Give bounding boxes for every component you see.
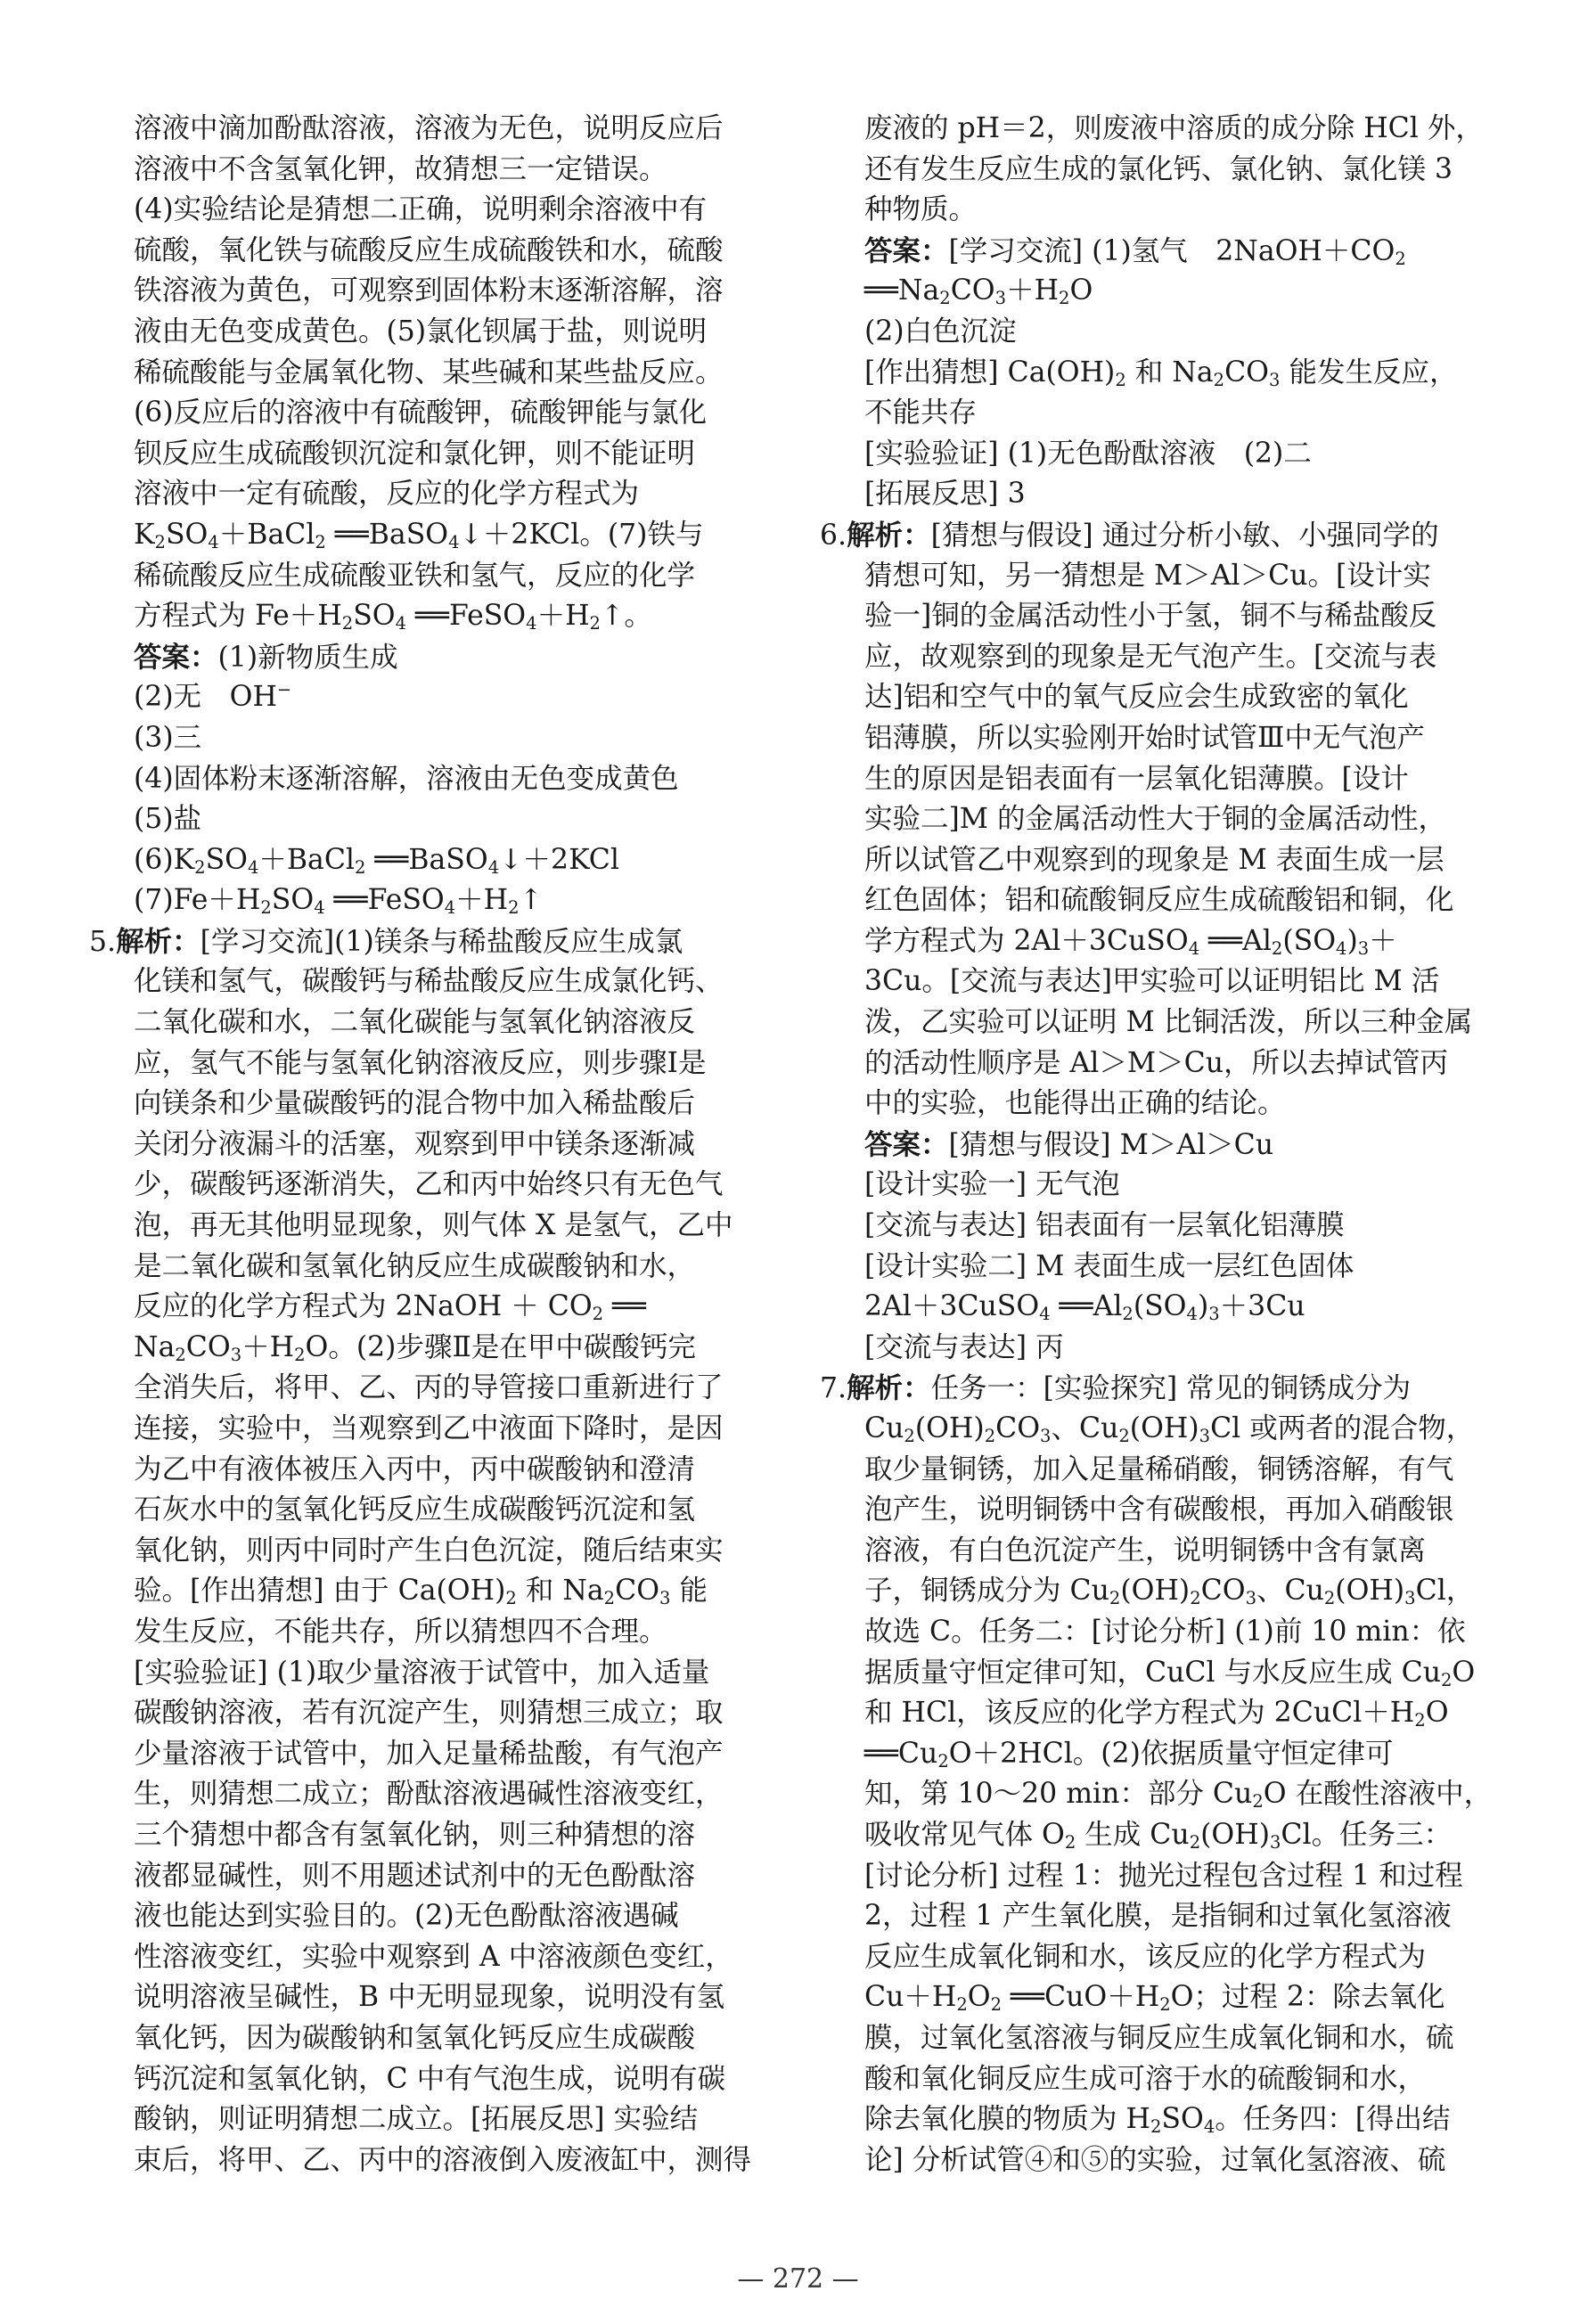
text-line: $Cu_2(OH)_2CO_3$、$Cu_2(OH)_3Cl$ 或两者的混合物， bbox=[864, 1412, 1475, 1446]
text-line: $(6)K_2SO_4+BaCl_2$ ══BaSO$_4$↓＋2KCl bbox=[134, 843, 619, 878]
text-line: [实验验证] (1)取少量溶液于试管中，加入适量 bbox=[134, 1656, 710, 1689]
text-line: [设计实验二] M 表面生成一层红色固体 bbox=[864, 1249, 1355, 1282]
left-column bbox=[89, 109, 802, 2181]
text-line: 液由无色变成黄色。(5)氯化钡属于盐，则说明 bbox=[134, 315, 708, 348]
text-line: [拓展反思] 3 bbox=[864, 478, 1026, 511]
text-line: 论] 分析试管④和⑤的实验，过氧化氢溶液、硫 bbox=[864, 2143, 1446, 2176]
text-line: 中的实验，也能得出正确的结论。 bbox=[864, 1087, 1286, 1120]
text-line: 验一]铜的金属活动性小于氢，铜不与稀盐酸反 bbox=[864, 600, 1437, 633]
text-line: 钙沉淀和氢氧化钠，C 中有气泡生成，说明有碳 bbox=[134, 2062, 726, 2095]
text-line: (4)固体粉末逐渐溶解，溶液由无色变成黄色 bbox=[134, 762, 679, 795]
text-line: [讨论分析] 过程 1：抛光过程包含过程 1 和过程 bbox=[864, 1859, 1463, 1892]
text-line: 稀硫酸反应生成硫酸亚铁和氢气，反应的化学 bbox=[134, 559, 696, 592]
text-line: 实验二]M 的金属活动性大于铜的金属活动性， bbox=[864, 803, 1447, 836]
text-line: 吸收常见气体 $O_2$ 生成 $Cu_2(OH)_3Cl$。任务三： bbox=[864, 1818, 1453, 1853]
text-line: 铁溶液为黄色，可观察到固体粉末逐渐溶解，溶 bbox=[134, 274, 724, 307]
text-line: 溶液中不含氢氧化钾，故猜想三一定错误。 bbox=[134, 152, 667, 185]
text-line: 学方程式为 2Al＋3CuSO$_4$ $══Al_2(SO_4)_3+$ bbox=[864, 924, 1397, 959]
text-line: 知，第 10～20 min：部分 $Cu_2O$ 在酸性溶液中， bbox=[864, 1778, 1493, 1813]
right-column bbox=[820, 109, 1497, 2181]
text-line: 除去氧化膜的物质为 $H_2SO_4$。任务四：[得出结 bbox=[864, 2103, 1451, 2137]
text-line: 生的原因是铝表面有一层氧化铝薄膜。[设计 bbox=[864, 762, 1409, 795]
text-line: 氧化钙，因为碳酸钠和氢氧化钙反应生成碳酸 bbox=[134, 2021, 696, 2054]
text-line: 二氧化碳和水，二氧化碳能与氢氧化钠溶液反 bbox=[134, 1006, 696, 1039]
text-line: 溶液中一定有硫酸，反应的化学方程式为 bbox=[134, 478, 640, 511]
text-line: 溶液，有白色沉淀产生，说明铜锈中含有氯离 bbox=[864, 1534, 1427, 1567]
text-line: 生，则猜想二成立；酚酞溶液遇碱性溶液变红， bbox=[134, 1778, 724, 1811]
text-line: 取少量铜锈，加入足量稀硝酸，铜锈溶解，有气 bbox=[864, 1452, 1454, 1485]
text-line: 关闭分液漏斗的活塞，观察到甲中镁条逐渐减 bbox=[134, 1127, 696, 1160]
text-line: 连接，实验中，当观察到乙中液面下降时，是因 bbox=[134, 1412, 724, 1444]
text-line: 化镁和氢气，碳酸钙与稀盐酸反应生成氯化钙、 bbox=[134, 965, 724, 998]
text-line: $(7)Fe+H_2SO_4$ $══FeSO_4+H_2↑$ bbox=[134, 884, 543, 919]
text-line: 液都显碱性，则不用题述试剂中的无色酚酞溶 bbox=[134, 1859, 696, 1892]
text-line: $══Na_2CO_3+H_2O$ bbox=[864, 274, 1093, 309]
text-line: 和 HCl，该反应的化学方程式为 $2CuCl+H_2O$ bbox=[864, 1697, 1449, 1731]
text-line: 不能共存 bbox=[864, 397, 978, 430]
text-line: $Cu+H_2O_2$ $══CuO+H_2O$；过程 2：除去氧化 bbox=[864, 1981, 1445, 2016]
text-line: 氧化钠，则丙中同时产生白色沉淀，随后结束实 bbox=[134, 1534, 724, 1567]
text-line: 液也能达到实验目的。(2)无色酚酞溶液遇碱 bbox=[134, 1900, 679, 1933]
text-line: (2)无 OH− bbox=[134, 679, 292, 714]
text-line: 答案：(1)新物质生成 bbox=[134, 640, 398, 674]
text-line: (2)白色沉淀 bbox=[864, 315, 1017, 348]
page-number: — 272 — bbox=[737, 2263, 859, 2295]
text-line: 种物质。 bbox=[864, 193, 978, 226]
text-line: 酸钠，则证明猜想二成立。[拓展反思] 实验结 bbox=[134, 2103, 699, 2136]
text-line: 性溶液变红，实验中观察到 A 中溶液颜色变红， bbox=[134, 1940, 733, 1973]
text-line: 泡产生，说明铜锈中含有碳酸根，再加入硝酸银 bbox=[864, 1493, 1454, 1526]
text-line: 泼，乙实验可以证明 M 比铜活泼，所以三种金属 bbox=[864, 1006, 1473, 1039]
text-line: 5.解析：[学习交流](1)镁条与稀盐酸反应生成氯 bbox=[89, 924, 683, 958]
text-line: 铝薄膜，所以实验刚开始时试管Ⅲ中无气泡产 bbox=[864, 721, 1425, 754]
text-line: [作出猜想] $Ca(OH)_2$ 和 $Na_2CO_3$ 能发生反应， bbox=[864, 356, 1458, 390]
text-line: 3Cu。[交流与表达]甲实验可以证明铝比 M 活 bbox=[864, 965, 1440, 998]
text-line: [交流与表达] 铝表面有一层氧化铝薄膜 bbox=[864, 1209, 1345, 1242]
text-line: 猜想可知，另一猜想是 M＞Al＞Cu。[设计实 bbox=[864, 559, 1431, 592]
text-line: 全消失后，将甲、乙、丙的导管接口重新进行了 bbox=[134, 1371, 724, 1404]
text-line: 泡，再无其他明显现象，则气体 X 是氢气，乙中 bbox=[134, 1209, 733, 1242]
text-line: 稀硫酸能与金属氧化物、某些碱和某些盐反应。 bbox=[134, 356, 724, 389]
text-line: 应，故观察到的现象是无气泡产生。[交流与表 bbox=[864, 640, 1437, 673]
text-line: 反应生成氧化铜和水，该反应的化学方程式为 bbox=[864, 1940, 1427, 1973]
text-line: 还有发生反应生成的氯化钙、氯化钠、氯化镁 3 bbox=[864, 152, 1453, 185]
text-line: (3)三 bbox=[134, 721, 202, 754]
text-line: 方程式为 $Fe+H_2SO_4$ $══FeSO_4+H_2↑$。 bbox=[134, 600, 652, 634]
text-line: [交流与表达] 丙 bbox=[864, 1330, 1064, 1363]
text-line: (4)实验结论是猜想二正确，说明剩余溶液中有 bbox=[134, 193, 708, 226]
text-line: (6)反应后的溶液中有硫酸钾，硫酸钾能与氯化 bbox=[134, 397, 708, 430]
text-line: [实验验证] (1)无色酚酞溶液 (2)二 bbox=[864, 437, 1312, 470]
text-line: 膜，过氧化氢溶液与铜反应生成氧化铜和水，硫 bbox=[864, 2021, 1454, 2054]
text-line: 钡反应生成硫酸钡沉淀和氯化钾，则不能证明 bbox=[134, 437, 696, 470]
text-line: 酸和氧化铜反应生成可溶于水的硫酸铜和水， bbox=[864, 2062, 1427, 2095]
text-line: 溶液中滴加酚酞溶液，溶液为无色，说明反应后 bbox=[134, 112, 724, 144]
text-line: 束后，将甲、乙、丙中的溶液倒入废液缸中，测得 bbox=[134, 2143, 752, 2176]
text-line: 的活动性顺序是 Al＞M＞Cu，所以去掉试管丙 bbox=[864, 1046, 1448, 1079]
text-line: $K_2SO_4+BaCl_2$ ══BaSO$_4$↓＋2KCl。(7)铁与 bbox=[134, 518, 704, 552]
text-line: 答案：[学习交流] (1)氢气 $2NaOH+CO_2$ bbox=[864, 233, 1406, 269]
text-line: (5)盐 bbox=[134, 803, 202, 836]
text-line: 所以试管乙中观察到的现象是 M 表面生成一层 bbox=[864, 843, 1445, 876]
text-line: 少量溶液于试管中，加入足量稀盐酸，有气泡产 bbox=[134, 1737, 724, 1770]
text-line: 为乙中有液体被压入丙中，丙中碳酸钠和澄清 bbox=[134, 1452, 696, 1485]
text-line: 是二氧化碳和氢氧化钠反应生成碳酸钠和水， bbox=[134, 1249, 696, 1282]
text-line: 反应的化学方程式为 2NaOH ＋ $CO_2$ ══ bbox=[134, 1290, 647, 1325]
text-line: $Na_2CO_3+H_2O$。(2)步骤Ⅱ是在甲中碳酸钙完 bbox=[134, 1330, 696, 1365]
text-line: $══Cu_2O+2HCl$。(2)依据质量守恒定律可 bbox=[864, 1737, 1394, 1772]
text-line: 答案：[猜想与假设] M＞Al＞Cu bbox=[864, 1127, 1274, 1161]
text-line: 说明溶液呈碱性，B 中无明显现象，说明没有氢 bbox=[134, 1981, 725, 2014]
text-line: 三个猜想中都含有氢氧化钠，则三种猜想的溶 bbox=[134, 1818, 696, 1851]
text-line: 6.解析：[猜想与假设] 通过分析小敏、小强同学的 bbox=[820, 518, 1439, 552]
text-line: 2，过程 1 产生氧化膜，是指铜和过氧化氢溶液 bbox=[864, 1900, 1452, 1933]
text-line: 达]铝和空气中的氧气反应会生成致密的氧化 bbox=[864, 681, 1409, 714]
text-line: 硫酸，氧化铁与硫酸反应生成硫酸铁和水，硫酸 bbox=[134, 233, 724, 266]
text-line: 石灰水中的氢氧化钙反应生成碳酸钙沉淀和氢 bbox=[134, 1493, 696, 1526]
text-line: 子，铜锈成分为 $Cu_2(OH)_2CO_3$、$Cu_2(OH)_3Cl$， bbox=[864, 1575, 1475, 1609]
text-line: 向镁条和少量碳酸钙的混合物中加入稀盐酸后 bbox=[134, 1087, 696, 1120]
text-line: 碳酸钠溶液，若有沉淀产生，则猜想三成立；取 bbox=[134, 1697, 724, 1730]
text-line: 废液的 pH＝2，则废液中溶质的成分除 HCl 外， bbox=[864, 112, 1484, 144]
text-line: 2Al＋3CuSO$_4$ $══Al_2(SO_4)_3+3Cu$ bbox=[864, 1290, 1305, 1325]
text-line: 少，碳酸钙逐渐消失，乙和丙中始终只有无色气 bbox=[134, 1168, 724, 1201]
text-line: 发生反应，不能共存，所以猜想四不合理。 bbox=[134, 1615, 667, 1648]
text-line: 验。[作出猜想] 由于 $Ca(OH)_2$ 和 $Na_2CO_3$ 能 bbox=[134, 1575, 708, 1609]
text-line: 应，氢气不能与氢氧化钠溶液反应，则步骤Ⅰ是 bbox=[134, 1046, 707, 1079]
text-line: 红色固体；铝和硫酸铜反应生成硫酸铝和铜，化 bbox=[864, 884, 1454, 917]
text-line: 7.解析：任务一：[实验探究] 常见的铜锈成分为 bbox=[820, 1371, 1412, 1405]
text-line: 故选 C。任务二：[讨论分析] (1)前 10 min：依 bbox=[864, 1615, 1466, 1648]
text-line: 据质量守恒定律可知，CuCl 与水反应生成 $Cu_2O$ bbox=[864, 1656, 1476, 1690]
text-line: [设计实验一] 无气泡 bbox=[864, 1168, 1120, 1201]
